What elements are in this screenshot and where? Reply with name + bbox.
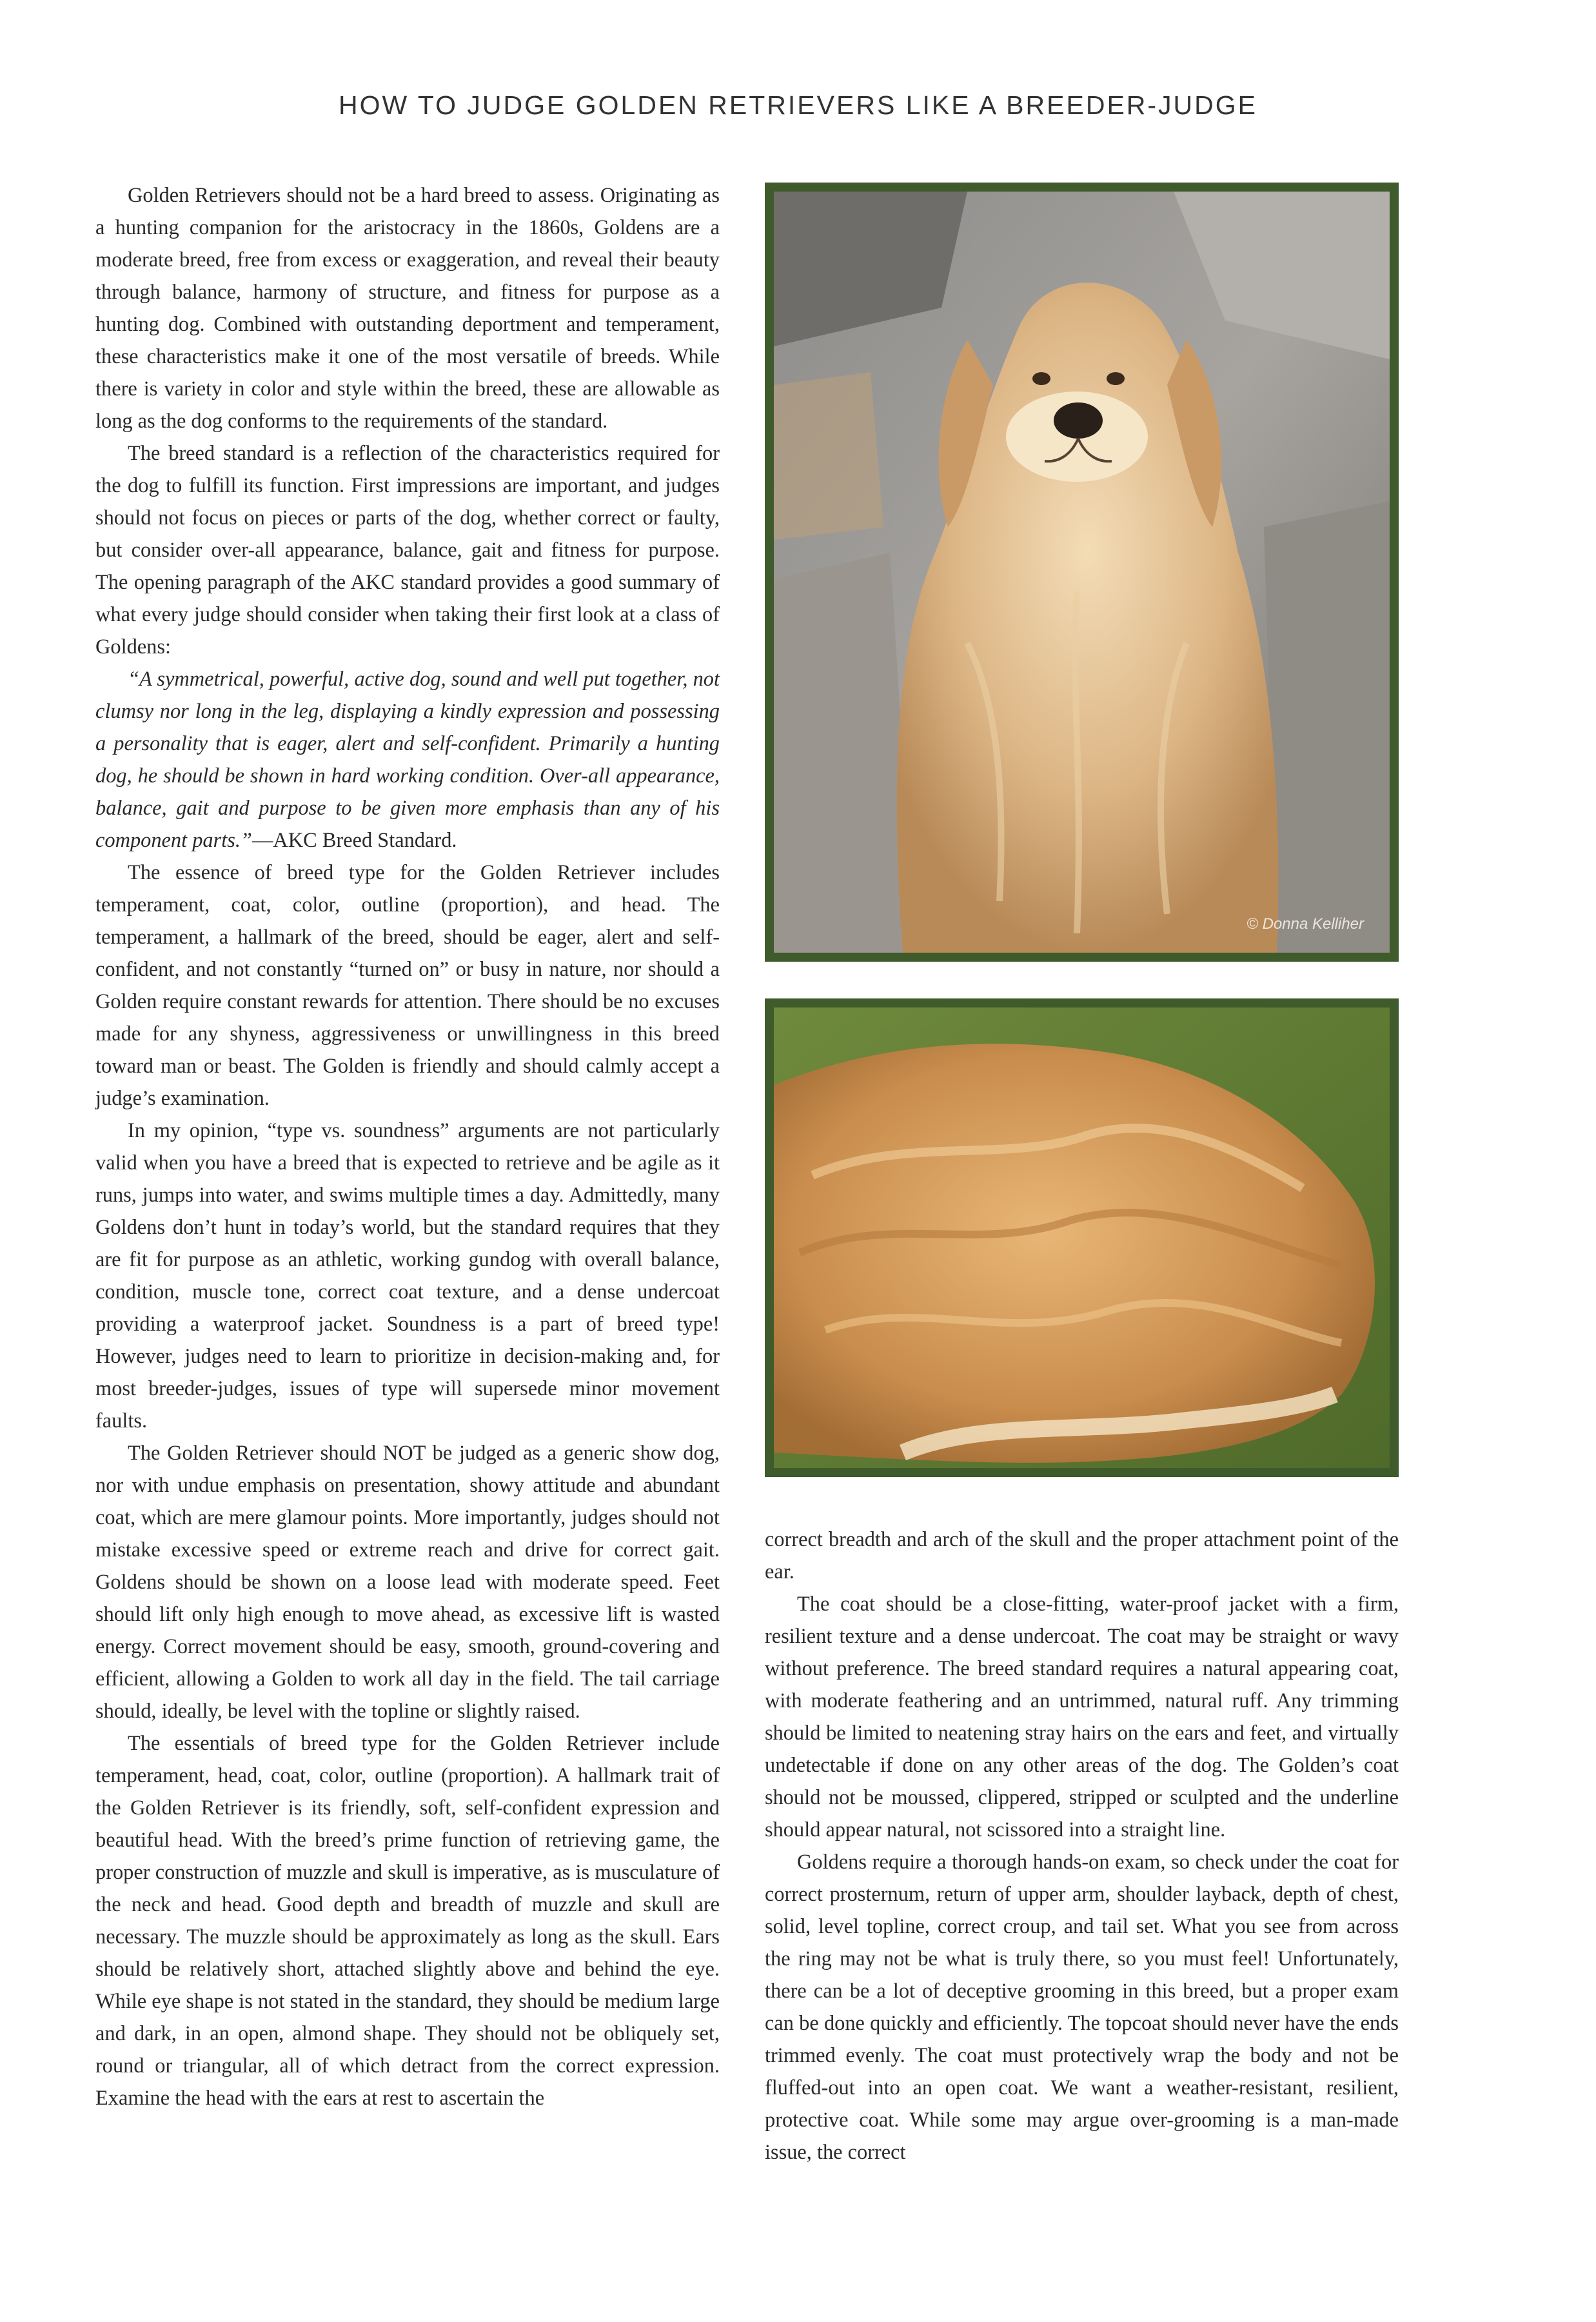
paragraph: correct breadth and arch of the skull and the proper attachment point of the ear. — [765, 1528, 1399, 1583]
right-column — [765, 1523, 1399, 2168]
paragraph: Goldens require a thorough hands-on exam, so check under the coat for correct prosternum, return of upper arm, shoulder layback, depth of chest, solid, level topline, correct croup, and tail set. What you see from across the ring may not be what is truly there, so you must feel! Unfortunately, there can be a lot of deceptive grooming in this breed, but a proper exam can be done quickly and efficiently. The topcoat should never have the ends trimmed evenly. The coat must protectively wrap the body and not be fluffed-out into an open coat. We want a weather-resistant, resilient, protective coat. While some may argue over-grooming is a man-made issue, the correct — [765, 1851, 1399, 2164]
golden-retriever-coat-photo — [765, 998, 1399, 1477]
paragraph: The Golden Retriever should NOT be judged as a generic show dog, nor with undue emphasis on presentation, showy attitude and abundant coat, which are mere glamour points. More importantly, judges should not mistake excessive speed or extreme reach and drive for correct gait. Goldens should be shown on a loose lead with moderate speed. Feet should lift only high enough to move ahead, as excessive lift is wasted energy. Correct movement should be easy, smooth, ground-covering and efficient, allowing a Golden to work all day in the field. The tail carriage should, ideally, be level with the topline or slightly raised. — [95, 1442, 720, 1723]
paragraph: The essentials of breed type for the Golden Retriever include temperament, head, coat, color, outline (proportion). A hallmark trait of the Golden Retriever is its friendly, soft, self-confident expression and beautiful head. With the breed’s prime function of retrieving game, the proper construction of muzzle and skull is imperative, as is musculature of the neck and head. Good depth and breadth of muzzle and skull are necessary. The muzzle should be approximately as long as the skull. Ears should be relatively short, attached slightly above and behind the eye. While eye shape is not stated in the standard, they should be medium large and dark, in an open, almond shape. They should not be obliquely set, round or triangular, all of which detract from the correct expression. Examine the head with the ears at rest to ascertain the — [95, 1732, 720, 2110]
page-header: HOW TO JUDGE GOLDEN RETRIEVERS LIKE A BREEDER-JUDGE — [338, 90, 1258, 120]
quote-source: —AKC Breed Standard. — [251, 829, 457, 852]
paragraph: In my opinion, “type vs. soundness” arguments are not particularly valid when you have a breed that is expected to retrieve and be agile as it runs, jumps into water, and swims multiple times a day. Admittedly, many Goldens don’t hunt in today’s world, but the standard requires that they are fit for purpose as an athletic, working gundog with overall balance, condition, muscle tone, correct coat texture, and a dense undercoat providing a waterproof jacket. Soundness is a part of breed type! However, judges need to learn to prioritize in decision-making and, for most breeder-judges, issues of type will supersede minor movement faults. — [95, 1119, 720, 1433]
quote-text: “A symmetrical, powerful, active dog, sound and well put together, not clumsy nor long in the leg, displaying a kindly expression and possessing a personality that is eager, alert and self-confident. Primarily a hunting dog, he should be shown in hard working condition. Over-all appearance, balance, gait and purpose to be given more emphasis than any of his component parts.” — [95, 668, 720, 852]
paragraph: The breed standard is a reflection of the characteristics required for the dog to fulfill its function. First impressions are important, and judges should not focus on pieces or parts of the dog, whether correct or faulty, but consider over-all appearance, balance, gait and fitness for purpose. The opening paragraph of the AKC standard provides a good summary of what every judge should consider when taking their first look at a class of Goldens: — [95, 442, 720, 659]
photo-credit: © Donna Kelliher — [1246, 915, 1364, 933]
left-column — [95, 179, 720, 2114]
golden-retriever-portrait-photo — [765, 183, 1399, 962]
standard-quote — [95, 663, 720, 857]
paragraph: The essence of breed type for the Golden Retriever includes temperament, coat, color, outline (proportion), and head. The temperament, a hallmark of the breed, should be eager, alert and self-confident, and not constantly “turned on” or busy in nature, nor should a Golden require constant rewards for attention. There should be no excuses made for any shyness, aggressiveness or unwillingness in this breed toward man or beast. The Golden is friendly and should calmly accept a judge’s examination. — [95, 861, 720, 1110]
dog-coat-image — [774, 1007, 1390, 1468]
paragraph: The coat should be a close-fitting, water-proof jacket with a firm, resilient texture and a dense undercoat. The coat may be straight or wavy without preference. The breed standard requires a natural appearing coat, with moderate feathering and an untrimmed, natural ruff. Any trimming should be limited to neatening stray hairs on the ears and feet, and virtually undetectable if done on any other areas of the dog. The Golden’s coat should not be moussed, clippered, stripped or sculpted and the underline should appear natural, not scissored into a straight line. — [765, 1593, 1399, 1841]
paragraph: Golden Retrievers should not be a hard breed to assess. Originating as a hunting companion for the aristocracy in the 1860s, Goldens are a moderate breed, free from excess or exaggeration, and reveal their beauty through balance, harmony of structure, and fitness for purpose as a hunting dog. Combined with outstanding deportment and temperament, these characteristics make it one of the most versatile of breeds. While there is variety in color and style within the breed, these are allowable as long as the dog conforms to the requirements of the standard. — [95, 184, 720, 433]
dog-portrait-image — [774, 192, 1390, 953]
